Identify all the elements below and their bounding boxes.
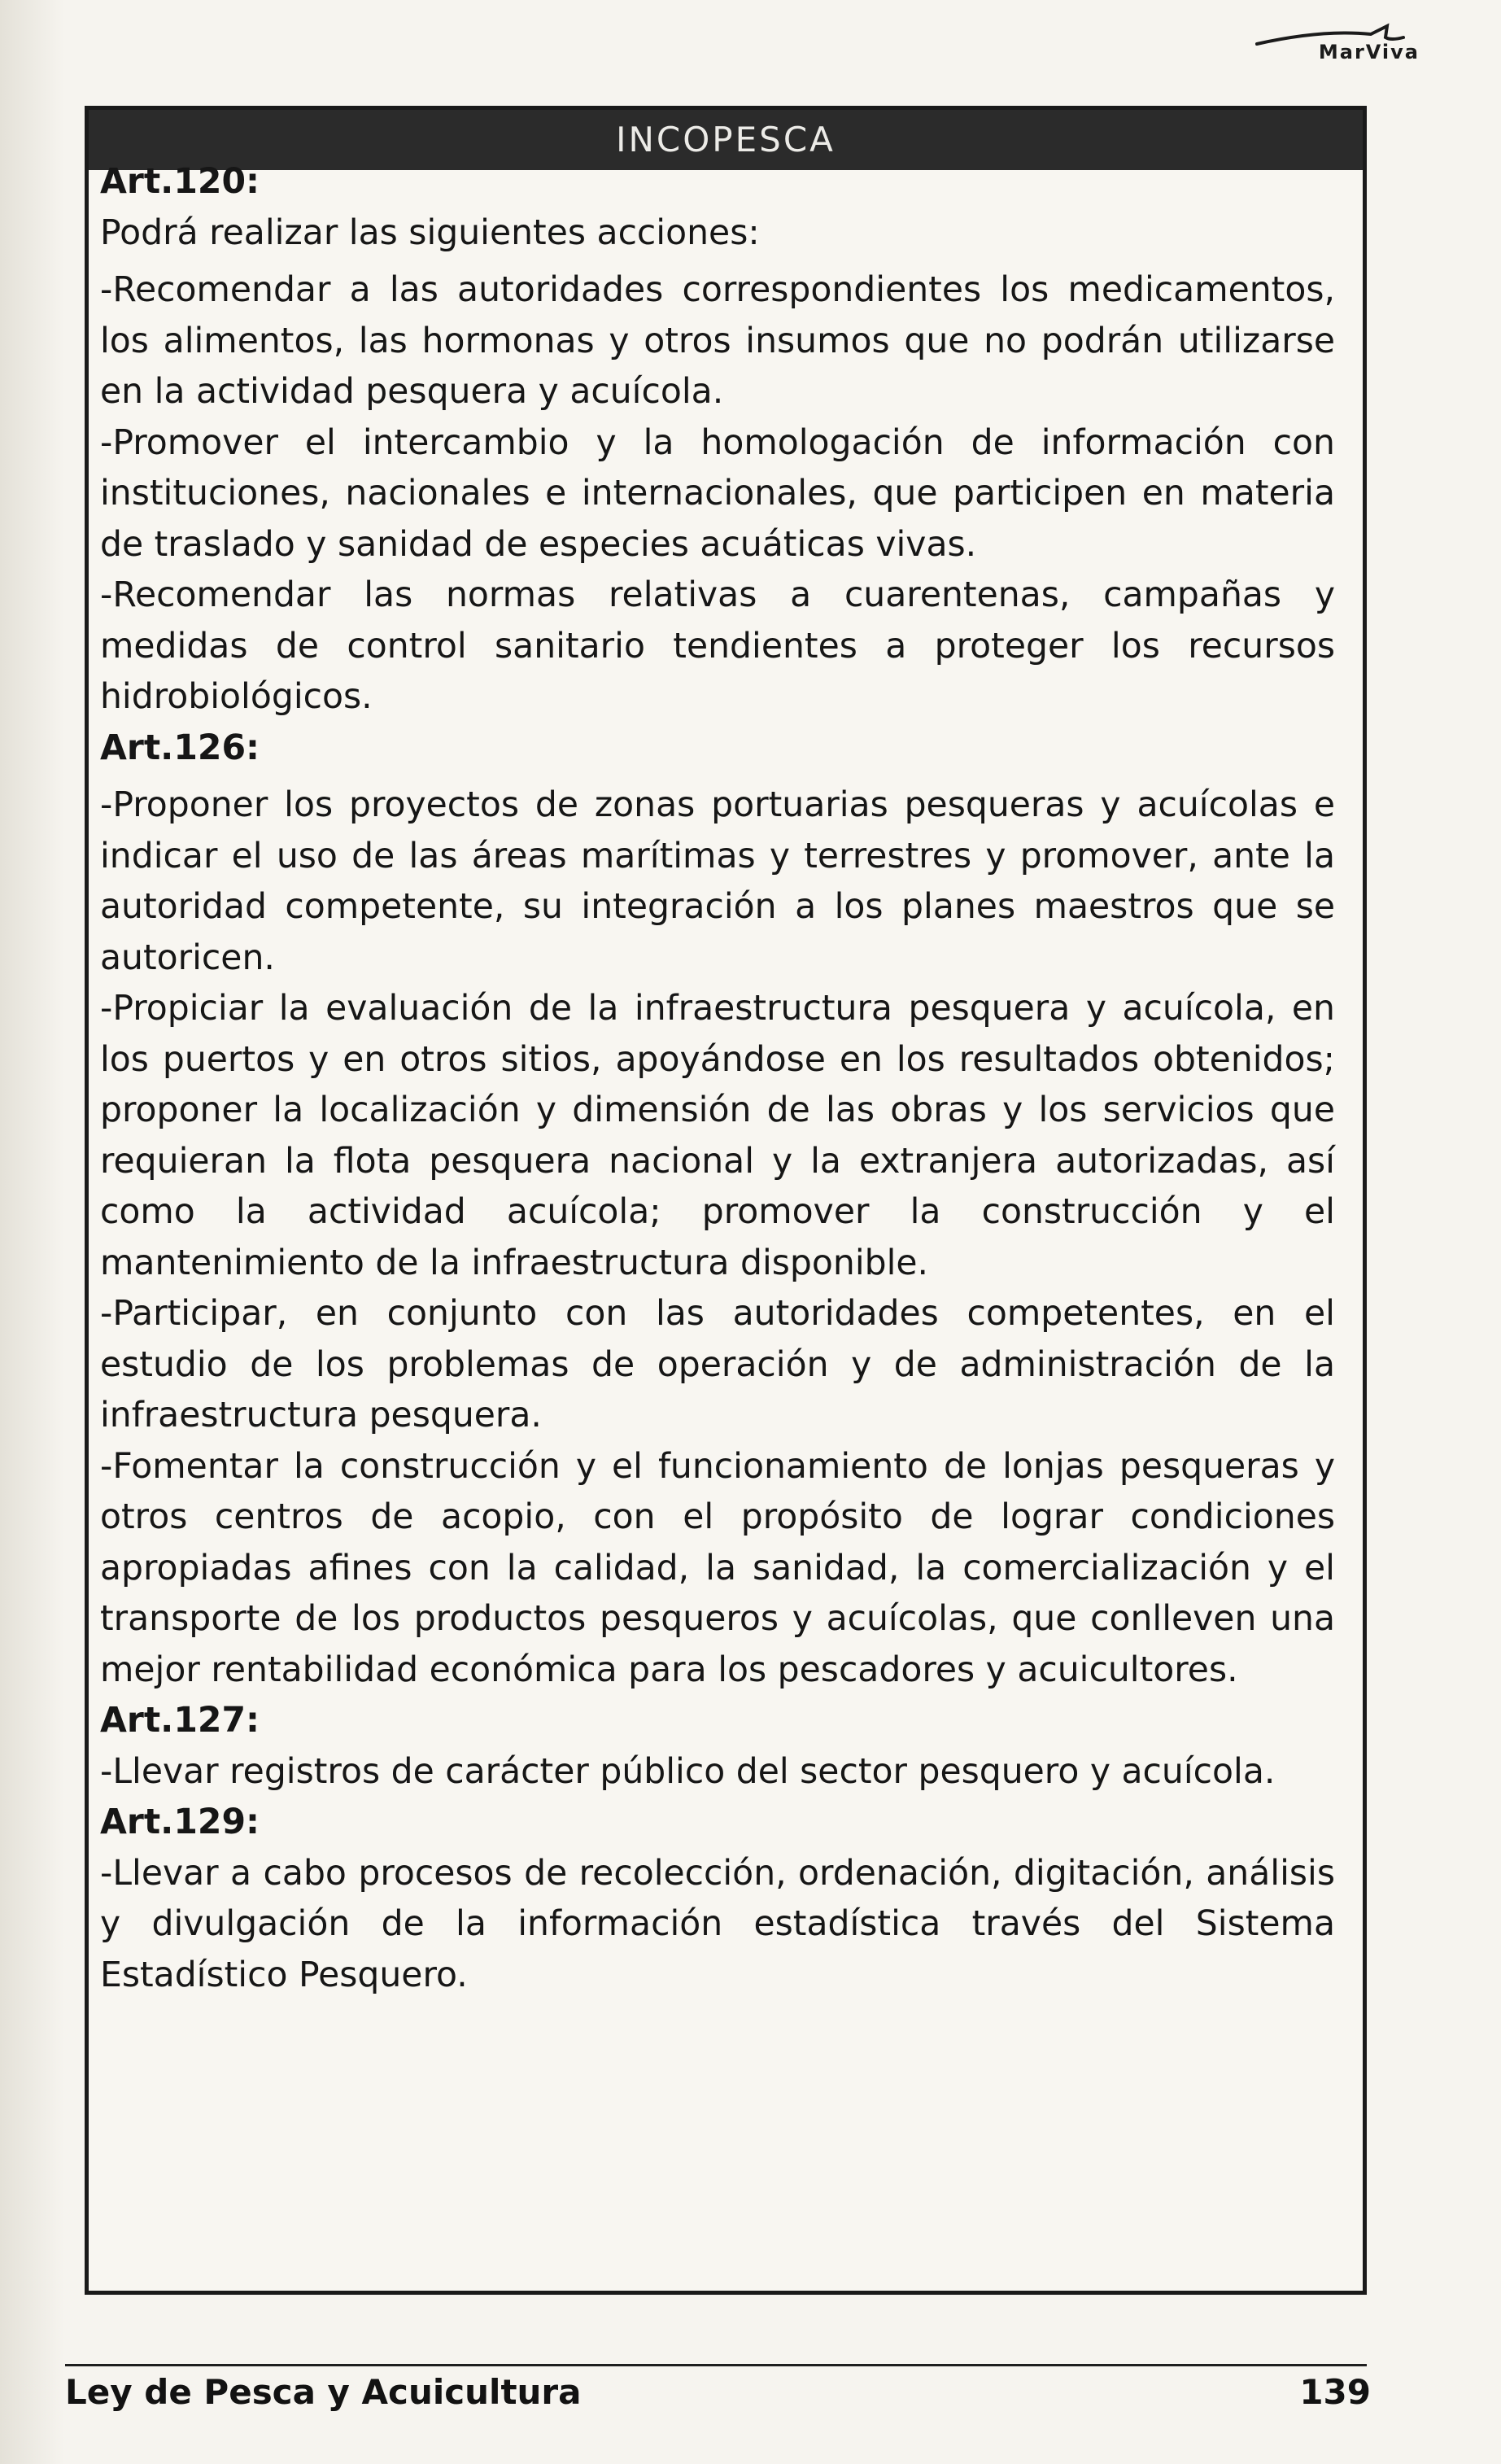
page-number: 139 — [1299, 2372, 1371, 2412]
article-paragraph: -Propiciar la evaluación de la infraestructura pesquera y acuícola, en los puertos y en otros sitios, apoyándose en los resultados obtenidos; proponer la localización y dimensión de las obras y los servicios que requieran la flota pesquera nacional y la extranjera autorizadas, así como la actividad acuícola; promover la construcción y el mantenimiento de la infraestructura disponible. — [100, 989, 1335, 1283]
article-paragraph: -Promover el intercambio y la homologación de información con instituciones, nacionales e internacionales, que participen en materia de traslado y sanidad de especies acuáticas vivas. — [100, 422, 1335, 565]
article-paragraph: -Fomentar la construcción y el funcionamiento de lonjas pesqueras y otros centros de acopio, con el propósito de lograr condiciones apropiadas afines con la calidad, la sanidad, la comercialización y el transporte de los productos pesqueros y acuícolas, que conlleven una mejor rentabilidad económica para los pescadores y acuicultores. — [100, 1446, 1335, 1690]
box-title: INCOPESCA — [616, 120, 836, 159]
article-paragraph: -Recomendar las normas relativas a cuarentenas, campañas y medidas de control sanitario tendientes a proteger los recursos hidrobiológicos. — [100, 575, 1335, 717]
article-box — [85, 106, 1367, 2295]
article-heading: Art.129: — [100, 1802, 260, 1842]
marviva-logo — [1233, 23, 1420, 72]
article-heading: Art.126: — [100, 727, 260, 768]
footer-divider — [65, 2364, 1367, 2366]
article-paragraph: Podrá realizar las siguientes acciones: — [100, 212, 760, 253]
box-body — [100, 157, 1335, 2001]
footer-book-title: Ley de Pesca y Acuicultura — [65, 2372, 582, 2412]
article-paragraph: -Llevar a cabo procesos de recolección, ordenación, digitación, análisis y divulgación de la información estadística través del Sistema Estadístico Pesquero. — [100, 1853, 1335, 1995]
article-paragraph: -Proponer los proyectos de zonas portuarias pesqueras y acuícolas e indicar el uso de las áreas marítimas y terrestres y promover, ante la autoridad competente, su integración a los planes maestros que se autoricen. — [100, 785, 1335, 978]
article-heading: Art.120: — [100, 162, 260, 202]
article-paragraph: -Participar, en conjunto con las autoridades competentes, en el estudio de los problemas de operación y de administración de la infraestructura pesquera. — [100, 1294, 1335, 1435]
article-paragraph: -Recomendar a las autoridades correspondientes los medicamentos, los alimentos, las hormonas y otros insumos que no podrán utilizarse en la actividad pesquera y acuícola. — [100, 270, 1335, 412]
article-paragraph: -Llevar registros de carácter público del sector pesquero y acuícola. — [100, 1751, 1276, 1792]
article-heading: Art.127: — [100, 1701, 260, 1741]
brand-name: MarViva — [1318, 41, 1420, 63]
page-shadow — [0, 0, 65, 2464]
